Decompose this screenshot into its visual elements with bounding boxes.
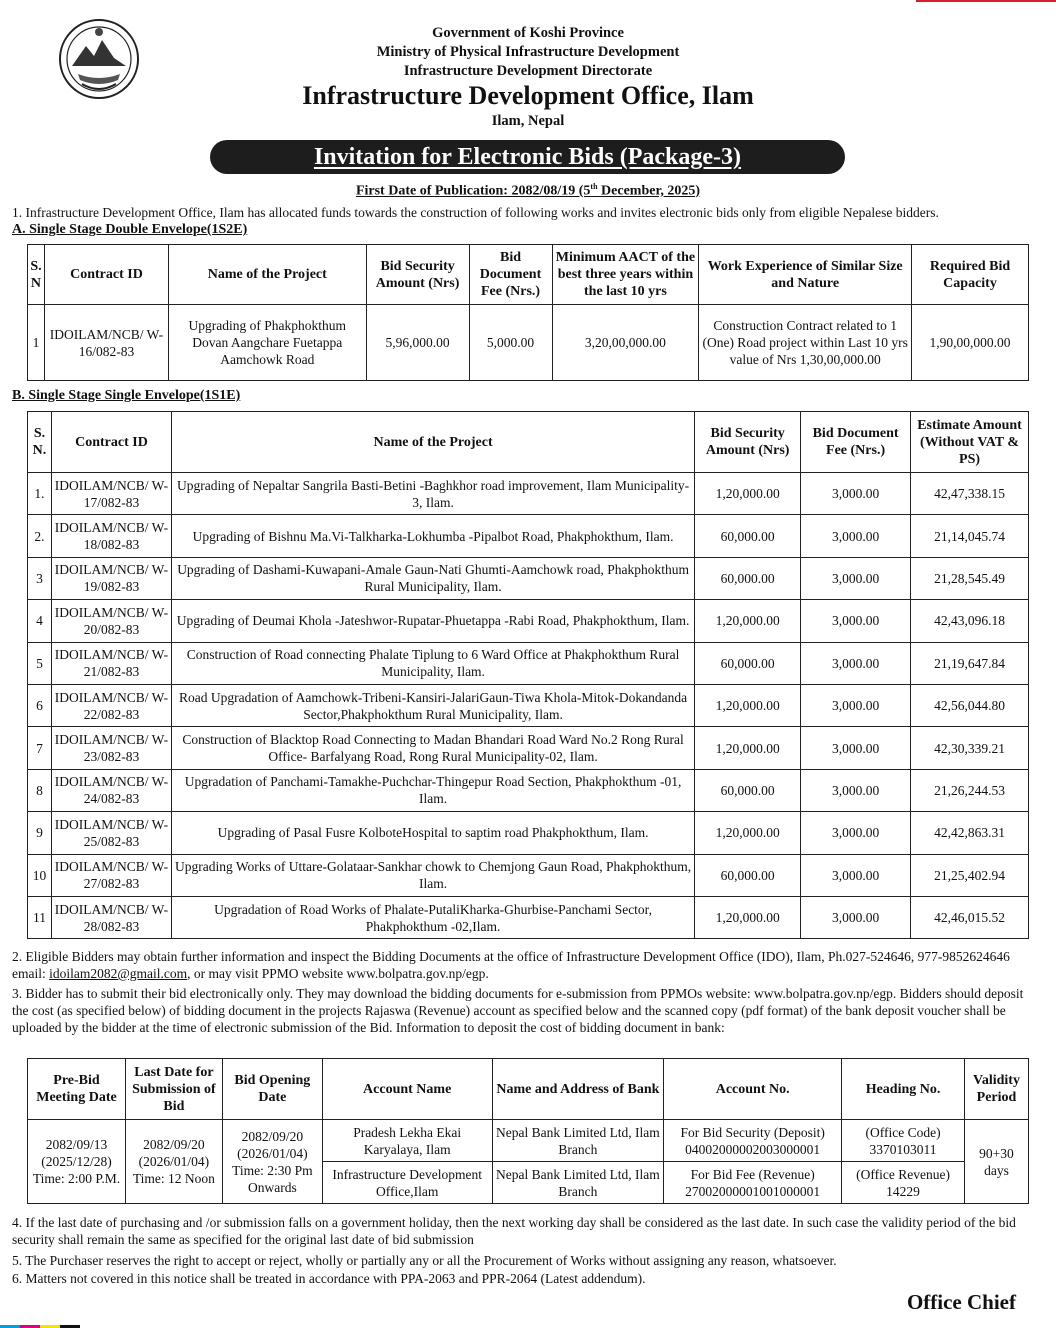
cell-last-date: 2082/09/20 (2026/01/04) Time: 12 Noon [125, 1120, 222, 1204]
cell-bid-security: 1,20,000.00 [695, 473, 801, 515]
cell-project-name: Upgrading of Phakphokthum Dovan Aangchare Fuetappa Aamchowk Road [168, 305, 366, 381]
note-2 [12, 948, 1042, 982]
table-row [28, 642, 1029, 684]
cell-sn: 3 [28, 557, 52, 599]
cell-estimate-amount: 42,42,863.31 [911, 812, 1029, 854]
cell-estimate-amount: 21,28,545.49 [911, 557, 1029, 599]
col-estimate-amount: Estimate Amount (Without VAT & PS) [911, 412, 1029, 473]
table-row [28, 305, 1029, 381]
table-row [28, 600, 1029, 642]
table-row [28, 727, 1029, 769]
government-line: Government of Koshi Province [432, 25, 624, 41]
col-bid-fee: Bid Document Fee (Nrs.) [801, 412, 911, 473]
cell-project-name: Road Upgradation of Aamchowk-Tribeni-Kansiri-JalariGaun-Tiwa Khola-Mitok-Dokandanda Sector,Phakphokthum Rural Municipality, Ilam. [171, 684, 694, 726]
publication-date-sup: th [590, 182, 598, 191]
cell-sn: 7 [28, 727, 52, 769]
section-a-table [27, 244, 1029, 381]
cell-bid-fee: 5,000.00 [469, 305, 552, 381]
section-a-title: A. Single Stage Double Envelope(1S2E) [12, 222, 248, 237]
cell-estimate-amount: 42,30,339.21 [911, 727, 1029, 769]
directorate-line: Infrastructure Development Directorate [403, 63, 653, 79]
cell-bid-capacity: 1,90,00,000.00 [912, 305, 1029, 381]
office-title: Infrastructure Development Office, Ilam [302, 81, 754, 110]
cell-work-experience: Construction Contract related to 1 (One) Road project within Last 10 yrs value of Nrs 1,30,00,000.00 [699, 305, 912, 381]
col-project-name: Name of the Project [171, 412, 694, 473]
cell-account-name: Pradesh Lekha Ekai Karyalaya, Ilam [322, 1120, 492, 1162]
cell-contract-id: IDOILAM/NCB/ W-16/082-83 [44, 305, 168, 381]
table-row [28, 1120, 1029, 1162]
cell-bid-fee: 3,000.00 [801, 727, 911, 769]
table-row [28, 515, 1029, 557]
col-bid-fee: Bid Document Fee (Nrs.) [469, 245, 552, 305]
col-bid-security: Bid Security Amount (Nrs) [366, 245, 469, 305]
publication-date-suffix: December, 2025) [597, 183, 701, 199]
cell-heading-no: (Office Code) 3370103011 [842, 1120, 965, 1162]
cell-project-name: Upgrading of Deumai Khola -Jateshwor-Rupatar-Phuetappa -Rabi Road, Phakphokthum, Ilam. [171, 600, 694, 642]
cell-contract-id: IDOILAM/NCB/ W-18/082-83 [51, 515, 171, 557]
col-last-date: Last Date for Submission of Bid [125, 1059, 222, 1120]
cell-sn: 1. [28, 473, 52, 515]
publication-date [0, 182, 1056, 200]
office-location: Ilam, Nepal [491, 113, 565, 129]
table-row [28, 854, 1029, 896]
section-b-header-row [28, 412, 1029, 473]
section-b-table [27, 411, 1029, 939]
cell-project-name: Upgradation of Road Works of Phalate-PutaliKharka-Ghurbise-Panchami Sector, Phakphokthum -02,Ilam. [171, 896, 694, 938]
cell-project-name: Construction of Blacktop Road Connecting to Madan Bhandari Road Ward No.2 Rong Rural Office- Barfalyang Road, Rong Rural Municipality-02, Ilam. [171, 727, 694, 769]
section-a-header-row [28, 245, 1029, 305]
cell-sn: 8 [28, 769, 52, 811]
col-contract-id: Contract ID [44, 245, 168, 305]
cell-bid-security: 60,000.00 [695, 515, 801, 557]
col-account-name: Account Name [322, 1059, 492, 1120]
cell-account-name: Infrastructure Development Office,Ilam [322, 1162, 492, 1204]
cell-bid-security: 60,000.00 [695, 854, 801, 896]
cell-bid-fee: 3,000.00 [801, 854, 911, 896]
cell-bid-security: 60,000.00 [695, 642, 801, 684]
cell-contract-id: IDOILAM/NCB/ W-27/082-83 [51, 854, 171, 896]
col-contract-id: Contract ID [51, 412, 171, 473]
intro-paragraph: 1. Infrastructure Development Office, Ilam has allocated funds towards the construction of following works and invites electronic bids only from eligible Nepalese bidders. [12, 205, 939, 220]
col-sn: S. N [28, 245, 45, 305]
cell-estimate-amount: 21,26,244.53 [911, 769, 1029, 811]
ministry-line: Ministry of Physical Infrastructure Development [376, 44, 680, 60]
invitation-title: Invitation for Electronic Bids (Package-3) [313, 144, 742, 170]
note-5: 5. The Purchaser reserves the right to accept or reject, wholly or partially any or all the Procurement of Works without assigning any reason, whatsoever. [12, 1253, 837, 1268]
cell-validity: 90+30 days [964, 1120, 1028, 1204]
col-work-experience: Work Experience of Similar Size and Nature [699, 245, 912, 305]
cell-sn: 10 [28, 854, 52, 896]
cell-sn: 11 [28, 896, 52, 938]
cell-bid-fee: 3,000.00 [801, 769, 911, 811]
cell-heading-no: (Office Revenue) 14229 [842, 1162, 965, 1204]
cell-contract-id: IDOILAM/NCB/ W-24/082-83 [51, 769, 171, 811]
cell-bid-fee: 3,000.00 [801, 684, 911, 726]
cell-bid-fee: 3,000.00 [801, 515, 911, 557]
col-bid-capacity: Required Bid Capacity [912, 245, 1029, 305]
cell-bank: Nepal Bank Limited Ltd, Ilam Branch [492, 1162, 664, 1204]
cell-sn: 1 [28, 305, 45, 381]
cell-contract-id: IDOILAM/NCB/ W-17/082-83 [51, 473, 171, 515]
cell-bid-security: 60,000.00 [695, 769, 801, 811]
table-row [28, 769, 1029, 811]
cell-estimate-amount: 42,56,044.80 [911, 684, 1029, 726]
cell-project-name: Upgrading of Nepaltar Sangrila Basti-Betini -Baghkhor road improvement, Ilam Municipality-3, Ilam. [171, 473, 694, 515]
note-2-text: 2. Eligible Bidders may obtain further information and inspect the Bidding Documents at the office of Infrastructure Development Office (IDO), Ilam, Ph.027-524646, 977-9852624646 email: [12, 949, 1010, 981]
col-prebid-date: Pre-Bid Meeting Date [28, 1059, 126, 1120]
col-min-aact: Minimum AACT of the best three years within the last 10 yrs [552, 245, 699, 305]
table-row [28, 557, 1029, 599]
cell-estimate-amount: 21,19,647.84 [911, 642, 1029, 684]
cell-bid-fee: 3,000.00 [801, 600, 911, 642]
nepal-emblem-icon [58, 18, 140, 100]
cell-prebid-date: 2082/09/13 (2025/12/28) Time: 2:00 P.M. [28, 1120, 126, 1204]
letterhead [200, 24, 856, 131]
col-project-name: Name of the Project [168, 245, 366, 305]
section-b-title: B. Single Stage Single Envelope(1S1E) [12, 388, 241, 403]
cell-opening-date: 2082/09/20 (2026/01/04) Time: 2:30 Pm Onwards [222, 1120, 322, 1204]
cell-sn: 5 [28, 642, 52, 684]
cell-bid-security: 60,000.00 [695, 557, 801, 599]
bank-deposit-table [27, 1058, 1029, 1204]
note-6: 6. Matters not covered in this notice shall be treated in accordance with PPA-2063 and PPR-2064 (Latest addendum). [12, 1271, 646, 1286]
invitation-banner [210, 140, 845, 174]
cell-bid-security: 1,20,000.00 [695, 812, 801, 854]
cell-bid-security: 1,20,000.00 [695, 896, 801, 938]
table-row [28, 812, 1029, 854]
cell-contract-id: IDOILAM/NCB/ W-21/082-83 [51, 642, 171, 684]
col-opening-date: Bid Opening Date [222, 1059, 322, 1120]
cell-bid-security: 1,20,000.00 [695, 600, 801, 642]
cell-contract-id: IDOILAM/NCB/ W-22/082-83 [51, 684, 171, 726]
section-b-body [28, 473, 1029, 939]
top-accent-line [916, 0, 1056, 2]
col-account-no: Account No. [664, 1059, 842, 1120]
col-bid-security: Bid Security Amount (Nrs) [695, 412, 801, 473]
note-2-text-end: , or may visit PPMO website www.bolpatra.gov.np/egp. [187, 966, 489, 981]
cell-sn: 9 [28, 812, 52, 854]
cell-estimate-amount: 42,47,338.15 [911, 473, 1029, 515]
table-row [28, 684, 1029, 726]
cell-sn: 4 [28, 600, 52, 642]
cell-account-no: For Bid Fee (Revenue) 27002000001001000001 [664, 1162, 842, 1204]
col-bank: Name and Address of Bank [492, 1059, 664, 1120]
col-sn: S. N. [28, 412, 52, 473]
cell-bid-fee: 3,000.00 [801, 896, 911, 938]
cell-sn: 2. [28, 515, 52, 557]
cell-project-name: Upgradation of Panchami-Tamakhe-Puchchar-Thingepur Road Section, Phakphokthum -01, Ilam. [171, 769, 694, 811]
cell-estimate-amount: 42,43,096.18 [911, 600, 1029, 642]
cell-contract-id: IDOILAM/NCB/ W-28/082-83 [51, 896, 171, 938]
publication-date-prefix: First Date of Publication: 2082/08/19 (5 [355, 183, 591, 199]
cell-project-name: Upgrading Works of Uttare-Golataar-Sankhar chowk to Chemjong Gaun Road, Phakphokthum, Ilam. [171, 854, 694, 896]
cell-project-name: Upgrading of Dashami-Kuwapani-Amale Gaun-Nati Ghumti-Aamchowk road, Phakphokthum Rural Municipality, Ilam. [171, 557, 694, 599]
cell-bid-fee: 3,000.00 [801, 557, 911, 599]
cell-bid-fee: 3,000.00 [801, 812, 911, 854]
cell-bid-security: 1,20,000.00 [695, 727, 801, 769]
office-chief-signature: Office Chief [906, 1290, 1016, 1314]
cell-min-aact: 3,20,00,000.00 [552, 305, 699, 381]
col-heading-no: Heading No. [842, 1059, 965, 1120]
table-row [28, 473, 1029, 515]
cell-account-no: For Bid Security (Deposit) 04002000002003000001 [664, 1120, 842, 1162]
cell-contract-id: IDOILAM/NCB/ W-20/082-83 [51, 600, 171, 642]
table-row [28, 896, 1029, 938]
cell-bid-security: 1,20,000.00 [695, 684, 801, 726]
cell-bid-fee: 3,000.00 [801, 473, 911, 515]
cell-contract-id: IDOILAM/NCB/ W-19/082-83 [51, 557, 171, 599]
note-4: 4. If the last date of purchasing and /or submission falls on a government holiday, then the next working day shall be considered as the last date. In such case the validity period of the bid security shall remain the same as specified for the original last date of bid submission [12, 1215, 1016, 1247]
cell-estimate-amount: 21,25,402.94 [911, 854, 1029, 896]
email-link[interactable]: idoilam2082@gmail.com [49, 966, 188, 981]
cell-project-name: Construction of Road connecting Phalate Tiplung to 6 Ward Office at Phakphokthum Rural Municipality, Ilam. [171, 642, 694, 684]
cell-contract-id: IDOILAM/NCB/ W-25/082-83 [51, 812, 171, 854]
note-3: 3. Bidder has to submit their bid electronically only. They may download the bidding documents for e-submission from PPMOs website: www.bolpatra.gov.np/egp. Bidders should deposit the cost (as specified below) of bidding document in the projects Rajaswa (Revenue) account as specified below and the scanned copy (pdf format) of the bank deposit voucher shall be uploaded by the bidder at the time of electronic submission of the Bid. Information to deposit the cost of bidding document in bank: [12, 986, 1024, 1035]
cell-project-name: Upgrading of Pasal Fusre KolboteHospital to saptim road Phakphokthum, Ilam. [171, 812, 694, 854]
cell-estimate-amount: 42,46,015.52 [911, 896, 1029, 938]
col-validity: Validity Period [964, 1059, 1028, 1120]
cell-contract-id: IDOILAM/NCB/ W-23/082-83 [51, 727, 171, 769]
cell-bid-security: 5,96,000.00 [366, 305, 469, 381]
bank-header-row [28, 1059, 1029, 1120]
cell-bid-fee: 3,000.00 [801, 642, 911, 684]
cell-estimate-amount: 21,14,045.74 [911, 515, 1029, 557]
cell-project-name: Upgrading of Bishnu Ma.Vi-Talkharka-Lokhumba -Pipalbot Road, Phakphokthum, Ilam. [171, 515, 694, 557]
cell-sn: 6 [28, 684, 52, 726]
cell-bank: Nepal Bank Limited Ltd, Ilam Branch [492, 1120, 664, 1162]
